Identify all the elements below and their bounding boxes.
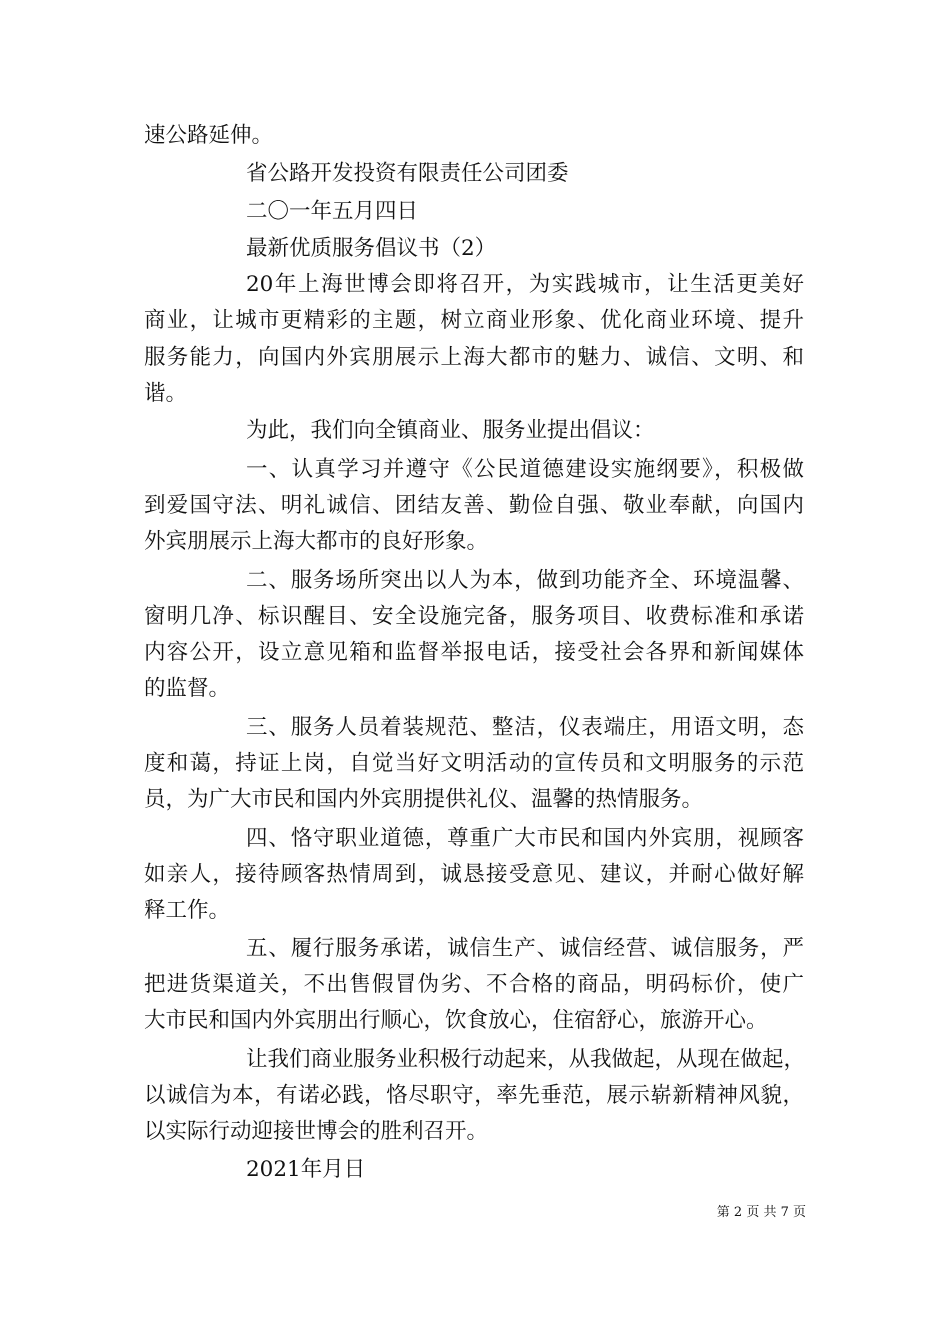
paragraph-line: 谐。 xyxy=(144,381,188,406)
section-title: 最新优质服务倡议书（2） xyxy=(246,236,497,261)
paragraph-line: 员，为广大市民和国内外宾朋提供礼仪、温馨的热情服务。 xyxy=(144,787,704,812)
paragraph-line: 20年上海世博会即将召开，为实践城市，让生活更美好 xyxy=(246,272,804,297)
paragraph-line: 一、认真学习并遵守《公民道德建设实施纲要》，积极做 xyxy=(246,457,804,482)
paragraph-line: 四、恪守职业道德，尊重广大市民和国内外宾朋，视顾客 xyxy=(246,826,804,851)
paragraph-line: 商业，让城市更精彩的主题，树立商业形象、优化商业环境、提升 xyxy=(144,308,804,333)
paragraph-line: 大市民和国内外宾朋出行顺心，饮食放心，住宿舒心，旅游开心。 xyxy=(144,1008,768,1033)
paragraph-line: 二、服务场所突出以人为本，做到功能齐全、环境温馨、 xyxy=(246,568,804,593)
paragraph-line: 为此，我们向全镇商业、服务业提出倡议： xyxy=(246,418,655,443)
page-number: 第 2 页 共 7 页 xyxy=(716,1205,806,1220)
paragraph-line: 内容公开，设立意见箱和监督举报电话，接受社会各界和新闻媒体 xyxy=(144,640,804,665)
paragraph-line: 以实际行动迎接世博会的胜利召开。 xyxy=(144,1119,489,1144)
paragraph-line: 让我们商业服务业积极行动起来，从我做起，从现在做起， xyxy=(246,1047,806,1072)
paragraph-line: 度和蔼，持证上岗，自觉当好文明活动的宣传员和文明服务的示范 xyxy=(144,751,804,776)
org-signature: 省公路开发投资有限责任公司团委 xyxy=(246,161,569,186)
closing-date: 2021年月日 xyxy=(246,1157,366,1182)
paragraph-line: 如亲人，接待顾客热情周到，诚恳接受意见、建议，并耐心做好解 xyxy=(144,862,804,887)
paragraph-line: 的监督。 xyxy=(144,676,231,701)
paragraph-line: 外宾朋展示上海大都市的良好形象。 xyxy=(144,529,489,554)
paragraph-line: 三、服务人员着装规范、整洁，仪表端庄，用语文明，态 xyxy=(246,715,804,740)
signature-date: 二〇一年五月四日 xyxy=(246,199,419,224)
paragraph-line: 以诚信为本，有诺必践，恪尽职守，率先垂范，展示崭新精神风貌， xyxy=(144,1083,804,1108)
paragraph-line: 服务能力，向国内外宾朋展示上海大都市的魅力、诚信、文明、和 xyxy=(144,345,804,370)
text-line: 速公路延伸。 xyxy=(144,123,274,148)
paragraph-line: 窗明几净、标识醒目、安全设施完备，服务项目、收费标准和承诺 xyxy=(144,604,804,629)
paragraph-line: 五、履行服务承诺，诚信生产、诚信经营、诚信服务，严 xyxy=(246,936,804,961)
paragraph-line: 释工作。 xyxy=(144,898,231,923)
paragraph-line: 到爱国守法、明礼诚信、团结友善、勤俭自强、敬业奉献，向国内 xyxy=(144,493,804,518)
paragraph-line: 把进货渠道关，不出售假冒伪劣、不合格的商品，明码标价，使广 xyxy=(144,972,804,997)
